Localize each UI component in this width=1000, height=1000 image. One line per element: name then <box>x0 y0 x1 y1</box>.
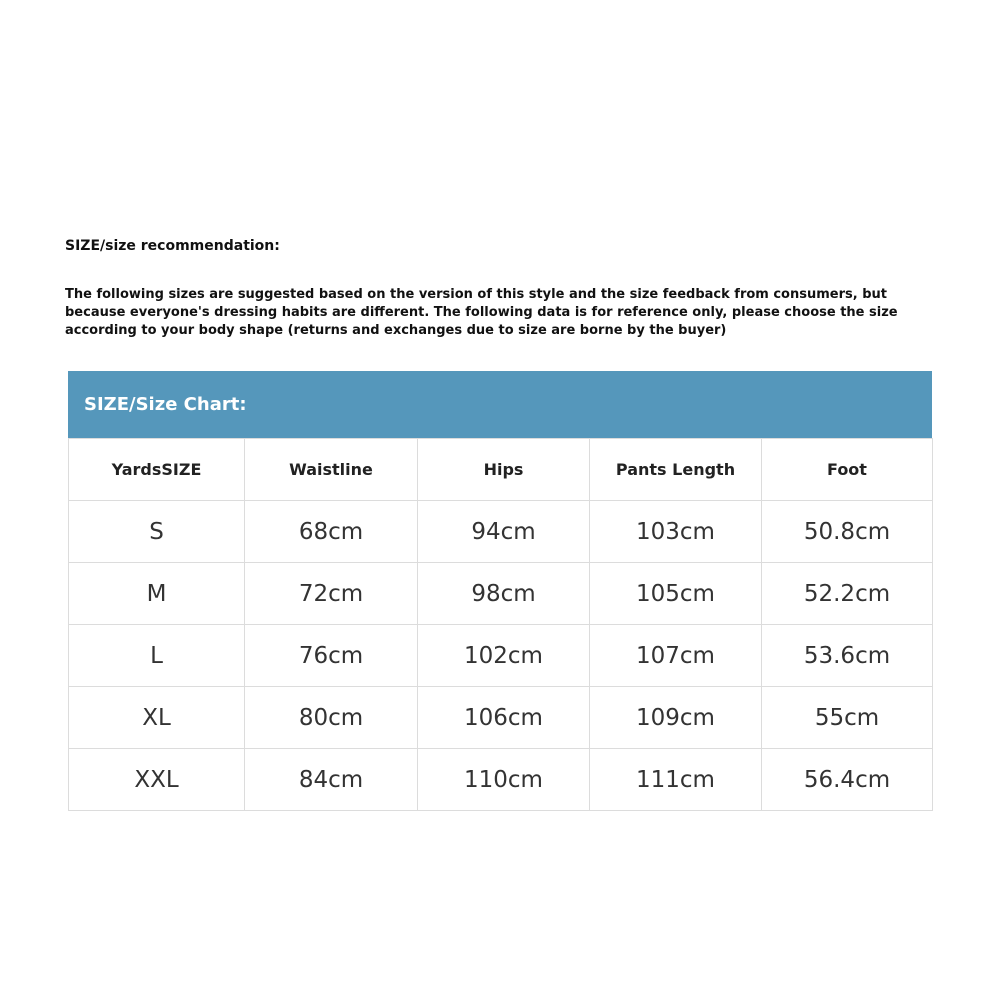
cell-hips: 98cm <box>418 563 590 625</box>
cell-foot: 50.8cm <box>762 501 933 563</box>
header-pants-length: Pants Length <box>590 439 762 501</box>
size-table <box>68 438 933 811</box>
cell-pants-length: 103cm <box>590 501 762 563</box>
cell-pants-length: 111cm <box>590 749 762 811</box>
cell-hips: 110cm <box>418 749 590 811</box>
cell-pants-length: 105cm <box>590 563 762 625</box>
cell-hips: 102cm <box>418 625 590 687</box>
cell-waistline: 68cm <box>245 501 418 563</box>
cell-foot: 53.6cm <box>762 625 933 687</box>
cell-waistline: 72cm <box>245 563 418 625</box>
header-size: YardsSIZE <box>69 439 245 501</box>
header-foot: Foot <box>762 439 933 501</box>
table-row <box>69 625 933 687</box>
table-row <box>69 501 933 563</box>
header-waistline: Waistline <box>245 439 418 501</box>
cell-size: XL <box>69 687 245 749</box>
table-row <box>69 687 933 749</box>
cell-waistline: 76cm <box>245 625 418 687</box>
cell-size: M <box>69 563 245 625</box>
table-row <box>69 749 933 811</box>
page-heading: SIZE/size recommendation: <box>65 238 280 254</box>
cell-pants-length: 107cm <box>590 625 762 687</box>
size-chart-banner: SIZE/Size Chart: <box>68 371 932 438</box>
cell-size: S <box>69 501 245 563</box>
cell-waistline: 80cm <box>245 687 418 749</box>
size-chart <box>68 371 932 811</box>
cell-hips: 106cm <box>418 687 590 749</box>
header-hips: Hips <box>418 439 590 501</box>
cell-foot: 56.4cm <box>762 749 933 811</box>
cell-foot: 55cm <box>762 687 933 749</box>
cell-size: XXL <box>69 749 245 811</box>
cell-pants-length: 109cm <box>590 687 762 749</box>
cell-size: L <box>69 625 245 687</box>
cell-hips: 94cm <box>418 501 590 563</box>
cell-foot: 52.2cm <box>762 563 933 625</box>
intro-paragraph: The following sizes are suggested based on the version of this style and the size feedback from consumers, but because everyone's dressing habits are different. The following data is for reference only, please choose the size according to your body shape (returns and exchanges due to size are borne by the buyer) <box>65 287 898 338</box>
table-header-row <box>69 439 933 501</box>
cell-waistline: 84cm <box>245 749 418 811</box>
table-row <box>69 563 933 625</box>
